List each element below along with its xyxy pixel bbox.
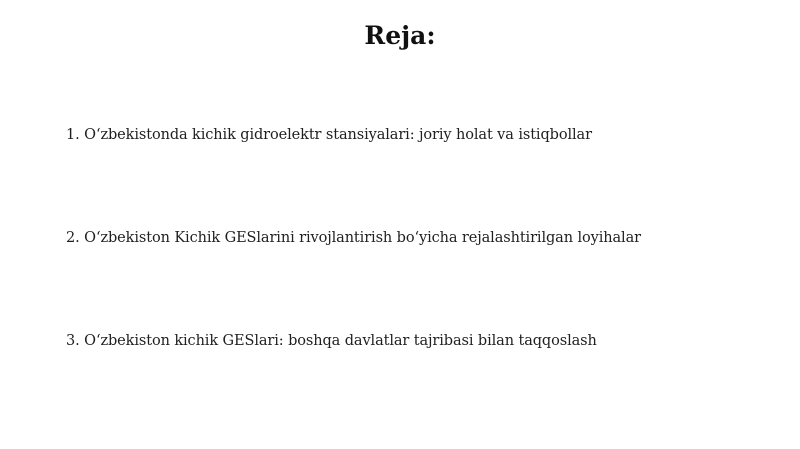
page-title: Reja: <box>364 21 436 50</box>
list-item <box>66 125 592 145</box>
list-item-number: 1. <box>66 127 80 143</box>
list-item <box>66 228 641 248</box>
list-item-number: 3. <box>66 333 80 349</box>
list-item-number: 2. <box>66 230 80 246</box>
list-item-text: O‘zbekistonda kichik gidroelektr stansiyalari: joriy holat va istiqbollar <box>84 127 592 143</box>
list-item <box>66 331 597 351</box>
list-item-text: O‘zbekiston Kichik GESlarini rivojlantirish bo‘yicha rejalashtirilgan loyihalar <box>84 230 641 246</box>
list-item-text: O‘zbekiston kichik GESlari: boshqa davlatlar tajribasi bilan taqqoslash <box>84 333 597 349</box>
